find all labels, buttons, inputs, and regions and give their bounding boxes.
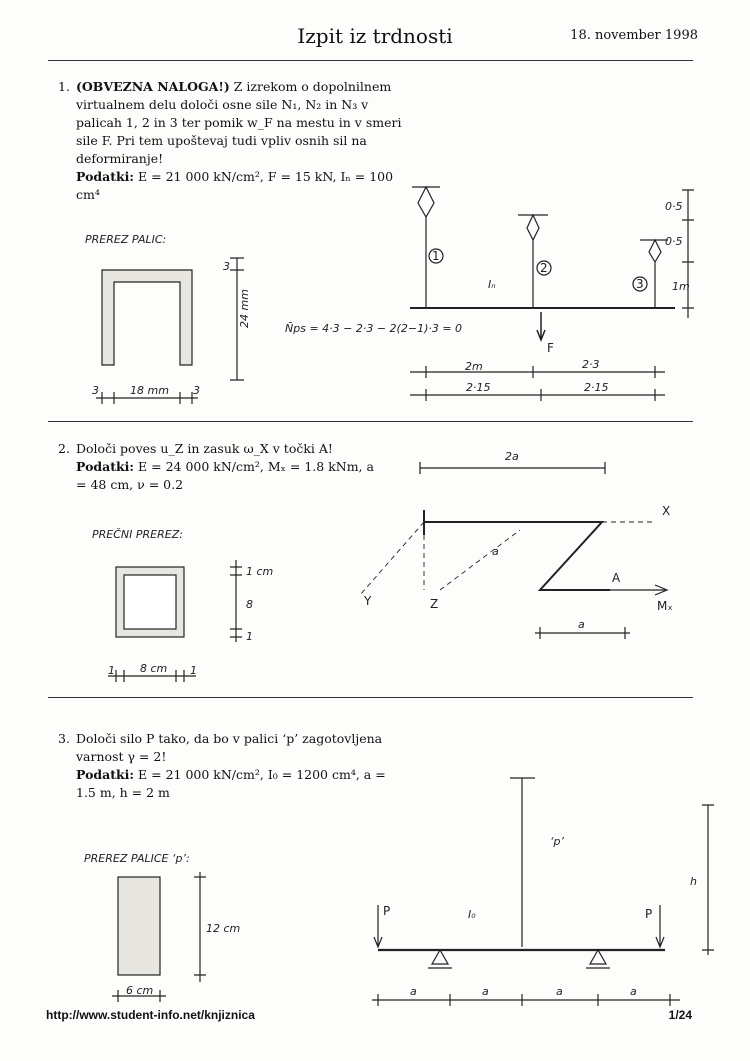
force-label: F [547,341,554,355]
dim-label: 8 [246,598,253,611]
bar-label: ‘p’ [550,835,564,848]
inertia-label: Iₙ [488,278,496,291]
dim-top: 3 [223,260,230,273]
dim-label: 0·5 [665,235,683,248]
load-label: P [383,904,391,918]
dim-label: 0·5 [665,200,683,213]
data-label: Podatki: [76,459,135,474]
section-title: PREREZ PALIC: [85,233,167,246]
section-title: PREREZ PALICE ‘p’: [84,852,190,865]
axis-y-label: Y [364,594,372,608]
dim-label: a [630,985,637,998]
dim-label: 1 [246,630,253,643]
axes [360,522,655,595]
point-a-label: A [612,571,621,585]
dim-height: 24 mm [238,289,251,328]
dimension-lines [372,805,714,1006]
dim-label: a [578,618,585,631]
dim-right: 3 [193,384,200,397]
sketch-1 [85,187,694,404]
dim-label: 2a [505,450,519,463]
dim-label: 2·15 [584,381,609,394]
bar-p [510,778,535,947]
data-label: Podatki: [76,169,135,184]
section-rect [118,877,160,975]
problem-text: Določi silo P tako, da bo v palici ‘p’ zagotovljena varnost γ = 2! [76,731,383,764]
supports [428,950,610,968]
dim-left: 3 [92,384,99,397]
exam-date: 18. november 1998 [570,28,698,43]
footer-url[interactable]: http://www.student-info.net/knjiznica [46,1008,255,1022]
dim-label: h [690,875,697,888]
problem-text: Z izrekom o dopolnilnem virtualnem delu določi osne sile N₁, N₂ in N₃ v palicah 1, 2 in 3 ter pomik w_F na mestu in v smeri sile F. Pri tem upoštevaj tudi vpliv osnih sil na deformiranje! [76,79,402,166]
load-label: P [645,907,653,921]
force-arrow [537,312,545,340]
sketch-3 [84,778,714,1006]
handwritten-equation: N̄ps = 4·3 − 2·3 − 2(2−1)·3 = 0 [285,322,463,335]
dim-label: 1 [108,664,115,677]
dim-label: 12 cm [206,922,241,935]
problem-number: 3. [58,731,70,746]
dim-label: a [556,985,563,998]
moment-arrow [610,585,667,595]
dim-label: 1m [672,280,690,293]
data-label: Podatki: [76,767,135,782]
section-title: PREČNI PREREZ: [92,528,183,541]
problem-number: 2. [58,441,70,456]
dim-label: 8 cm [140,662,168,675]
dim-label: 6 cm [126,984,154,997]
problem-number: 1. [58,79,70,94]
bar-number: 3 [636,277,644,291]
dimension-lines [410,190,694,401]
dim-label: a [410,985,417,998]
data-text: E = 24 000 kN/cm², Mₓ = 1.8 kNm, a = 48 cm, ν = 0.2 [76,459,374,492]
page-title: Izpit iz trdnosti [297,24,453,48]
moment-label: Mₓ [657,599,673,613]
frame [424,510,610,590]
dim-label: 2·15 [466,381,491,394]
dim-label: 2m [465,360,483,373]
axis-z-label: Z [430,597,439,611]
dim-label: 2·3 [582,358,600,371]
sketch-2 [92,450,673,682]
page-number: 1/24 [668,1008,692,1022]
problem-title: (OBVEZNA NALOGA!) [76,79,230,94]
load-arrows [374,905,664,947]
section-inner [124,575,176,629]
section-u-shape [102,270,192,365]
dim-label: a [482,985,489,998]
dim-width: 18 mm [130,384,169,397]
inertia-label: I₀ [468,908,476,921]
truss-bars [412,187,668,308]
bar-number: 2 [540,261,548,275]
problem-text: Določi poves u_Z in zasuk ω_X v točki A! [76,441,333,456]
dim-label: a [492,545,499,558]
axis-x-label: X [662,504,671,518]
dim-label: 1 cm [246,565,274,578]
dimension-lines [420,462,605,474]
dim-label: 1 [190,664,197,677]
data-text: E = 21 000 kN/cm², I₀ = 1200 cm⁴, a = 1.5 m, h = 2 m [76,767,386,800]
data-text: E = 21 000 kN/cm², F = 15 kN, Iₙ = 100 cm⁴ [76,169,394,202]
bar-number: 1 [432,249,440,263]
